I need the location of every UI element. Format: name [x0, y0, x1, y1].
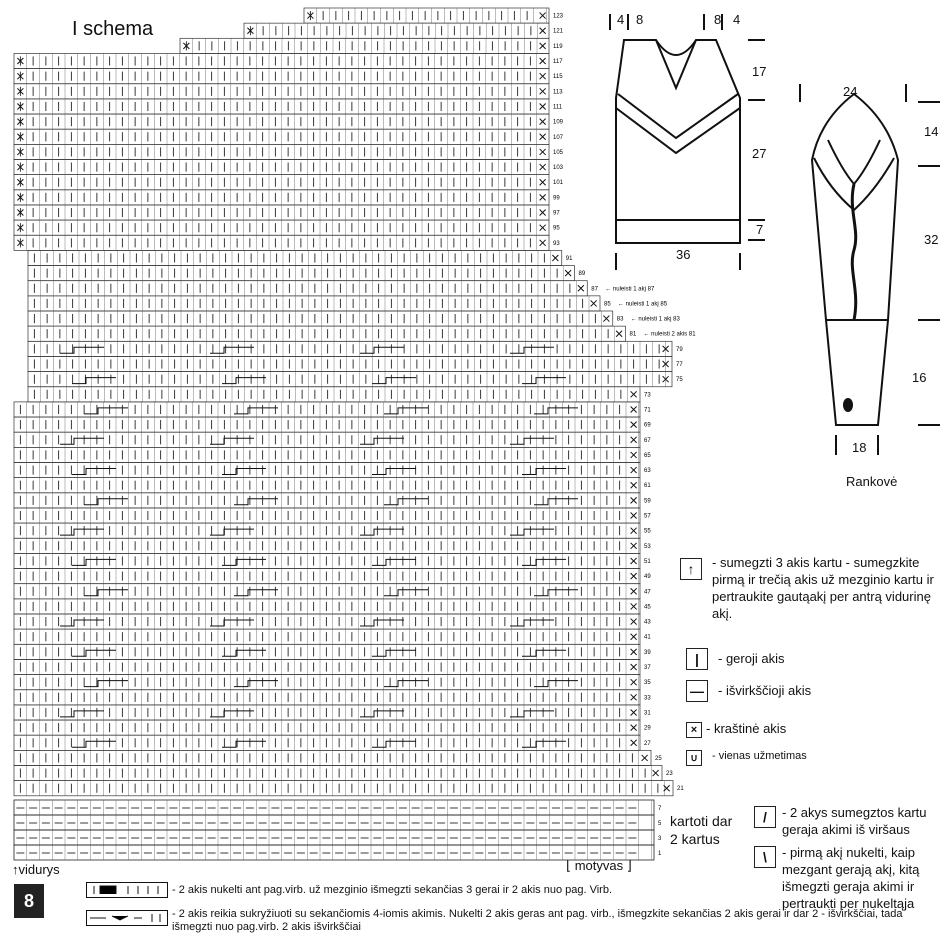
chart-row [14, 599, 640, 614]
row-number: 27 [644, 740, 651, 747]
row-number: 83 [616, 316, 624, 323]
row-number: 53 [644, 543, 651, 550]
chart-row [14, 523, 640, 538]
cable-mark [360, 347, 404, 353]
edge-stitch-mark [540, 103, 546, 109]
chart-row [14, 690, 640, 705]
row-number: 57 [644, 513, 651, 520]
edge-stitch-mark [540, 43, 546, 49]
chart-row [14, 417, 640, 432]
chart-row [28, 266, 575, 281]
cable-mark [210, 438, 254, 444]
edge-stitch-mark [540, 179, 546, 185]
row-number: 49 [644, 574, 651, 581]
row-number: 75 [676, 377, 683, 384]
cable-mark [384, 408, 428, 414]
edge-stitch-mark [540, 88, 546, 94]
chart-row [14, 432, 640, 447]
edge-stitch-mark [631, 391, 637, 397]
edge-stitch-mark [631, 513, 637, 519]
edge-stitch-mark [631, 603, 637, 609]
row-number: 95 [553, 225, 560, 232]
edge-stitch-mark [631, 452, 637, 458]
row-number: 7 [658, 806, 662, 812]
chart-row [28, 296, 600, 311]
row-number: 29 [644, 725, 651, 732]
chart-row [14, 114, 549, 129]
edge-stitch-mark [631, 588, 637, 594]
row-number: 31 [644, 710, 651, 717]
edge-stitch-mark [631, 649, 637, 655]
cable-mark [222, 378, 266, 384]
cable-mark [234, 590, 278, 596]
edge-stitch-mark [631, 558, 637, 564]
row-number: 41 [644, 634, 651, 641]
cable-mark [510, 438, 554, 444]
cable-mark [210, 620, 254, 626]
edge-stitch-mark [631, 664, 637, 670]
edge-stitch-mark [631, 573, 637, 579]
row-number: 77 [676, 362, 683, 369]
row-number: 105 [553, 149, 564, 156]
chart-row [28, 341, 672, 356]
chart-row [28, 356, 672, 371]
chart-row [14, 735, 640, 750]
cable-mark [384, 681, 428, 687]
edge-stitch-mark [540, 194, 546, 200]
chart-row [14, 53, 549, 68]
row-number: 91 [565, 255, 573, 262]
chart-row [14, 569, 640, 584]
edge-stitch-mark [591, 300, 597, 306]
row-number: 103 [553, 165, 564, 172]
row-number: 71 [644, 407, 651, 414]
cable-mark [510, 529, 554, 535]
cable-mark [222, 559, 266, 565]
chart-row [14, 705, 640, 720]
chart-row [14, 99, 549, 114]
chart-row [14, 447, 640, 462]
chart-row [14, 402, 640, 417]
edge-stitch-mark [653, 770, 659, 776]
cable-mark [60, 620, 104, 626]
edge-stitch-mark [616, 331, 622, 337]
edge-stitch-mark [578, 285, 584, 291]
chart-row [14, 659, 640, 674]
chart-row [28, 281, 587, 296]
row-number: 55 [644, 528, 651, 535]
edge-stitch-mark [603, 316, 609, 322]
chart-title: I schema [72, 18, 154, 40]
chart-row [28, 250, 562, 265]
chart-row [14, 493, 640, 508]
chart-row [14, 144, 549, 159]
row-number: 79 [676, 346, 683, 353]
chart-row [28, 326, 626, 341]
row-number: 37 [644, 665, 651, 672]
cable-mark [60, 347, 104, 353]
edge-stitch-mark [540, 28, 546, 34]
edge-stitch-mark [540, 149, 546, 155]
cable-mark [72, 378, 116, 384]
edge-stitch-mark [540, 13, 546, 19]
row-number: 23 [666, 771, 673, 778]
cable-mark [234, 681, 278, 687]
row-number: 39 [644, 649, 651, 656]
edge-stitch-mark [664, 785, 670, 791]
edge-stitch-mark [631, 709, 637, 715]
edge-stitch-mark [552, 255, 558, 261]
edge-stitch-mark [540, 58, 546, 64]
cable-mark [234, 499, 278, 505]
chart-row [14, 160, 549, 175]
chart-row [14, 675, 640, 690]
cable-mark [222, 741, 266, 747]
cable-mark [60, 711, 104, 717]
row-number: 25 [655, 755, 662, 762]
row-number: 123 [553, 13, 564, 20]
cable-mark [210, 711, 254, 717]
chart-row [14, 478, 640, 493]
chart-row [14, 629, 640, 644]
edge-stitch-mark [631, 482, 637, 488]
row-number: 85 [604, 301, 611, 308]
row-number: 89 [578, 271, 586, 278]
edge-stitch-mark [631, 740, 637, 746]
edge-stitch-mark [631, 694, 637, 700]
row-number: 65 [644, 452, 651, 459]
chart-row [14, 553, 640, 568]
edge-stitch-mark [631, 437, 637, 443]
chart-row [14, 538, 640, 553]
row-number: 33 [644, 695, 651, 702]
edge-stitch-mark [642, 755, 648, 761]
edge-stitch-mark [631, 467, 637, 473]
row-number: 117 [553, 59, 563, 66]
row-number: 113 [553, 89, 563, 96]
cable-mark [522, 650, 566, 656]
row-number: 73 [644, 392, 651, 399]
chart-row [28, 372, 672, 387]
row-number: 119 [553, 43, 563, 50]
chart-row [14, 190, 549, 205]
row-number: 43 [644, 619, 651, 626]
chart-row [28, 311, 613, 326]
row-number: 111 [553, 104, 563, 111]
chart-row [14, 69, 549, 84]
cable-mark [510, 620, 554, 626]
edge-stitch-mark [540, 73, 546, 79]
cable-mark [360, 711, 404, 717]
cable-mark [384, 590, 428, 596]
chart-row [14, 720, 640, 735]
row-number: 61 [644, 483, 651, 490]
chart-row [14, 614, 640, 629]
row-number: 67 [644, 437, 651, 444]
cable-mark [222, 469, 266, 475]
row-number: 87 [591, 286, 598, 293]
edge-stitch-mark [631, 634, 637, 640]
cable-mark [234, 408, 278, 414]
cable-mark [522, 469, 566, 475]
chart-row [14, 205, 549, 220]
row-number: 45 [644, 604, 651, 611]
cable-mark [360, 529, 404, 535]
row-number: 109 [553, 119, 564, 126]
cable-mark [360, 620, 404, 626]
cable-mark [60, 529, 104, 535]
cable-mark [510, 711, 554, 717]
cable-mark [384, 499, 428, 505]
edge-stitch-mark [631, 679, 637, 685]
edge-stitch-mark [631, 543, 637, 549]
row-number: 97 [553, 210, 560, 217]
edge-stitch-mark [540, 119, 546, 125]
row-number: 47 [644, 589, 651, 596]
cable-mark [360, 438, 404, 444]
edge-stitch-mark [631, 528, 637, 534]
edge-stitch-mark [631, 725, 637, 731]
chart-row [304, 8, 549, 23]
chart-row [14, 781, 673, 796]
row-number: 81 [629, 331, 637, 338]
edge-stitch-mark [565, 270, 571, 276]
edge-stitch-mark [540, 164, 546, 170]
row-number: 51 [644, 558, 651, 565]
row-number: 99 [553, 195, 560, 202]
chart-row [14, 220, 549, 235]
chart-row [14, 235, 549, 250]
edge-stitch-mark [540, 225, 546, 231]
cable-mark [522, 559, 566, 565]
edge-stitch-mark [540, 134, 546, 140]
row-number: 101 [553, 180, 564, 187]
chart-row [14, 644, 640, 659]
cable-mark [222, 650, 266, 656]
row-number: 21 [677, 786, 684, 793]
chart-row-bottom [14, 800, 654, 815]
chart-row [14, 463, 640, 478]
row-number: 63 [644, 468, 651, 475]
row-number: 107 [553, 134, 564, 141]
chart-row [14, 175, 549, 190]
edge-stitch-mark [540, 210, 546, 216]
edge-stitch-mark [631, 497, 637, 503]
row-number: 93 [553, 240, 560, 247]
edge-stitch-mark [631, 406, 637, 412]
chart-row [14, 508, 640, 523]
chart-row [14, 84, 549, 99]
cable-mark [60, 438, 104, 444]
chart-row [14, 766, 662, 781]
cable-mark [210, 529, 254, 535]
cable-mark [522, 741, 566, 747]
edge-stitch-mark [631, 422, 637, 428]
row-number: 35 [644, 680, 651, 687]
row-number: 59 [644, 498, 651, 505]
row-number: 69 [644, 422, 651, 429]
chart-row [244, 23, 549, 38]
row-number: 121 [553, 28, 564, 35]
chart-row [14, 129, 549, 144]
chart-row [14, 584, 640, 599]
chart-row-bottom [14, 815, 654, 830]
edge-stitch-mark [631, 619, 637, 625]
edge-stitch-mark [540, 240, 546, 246]
row-number: 115 [553, 74, 563, 81]
